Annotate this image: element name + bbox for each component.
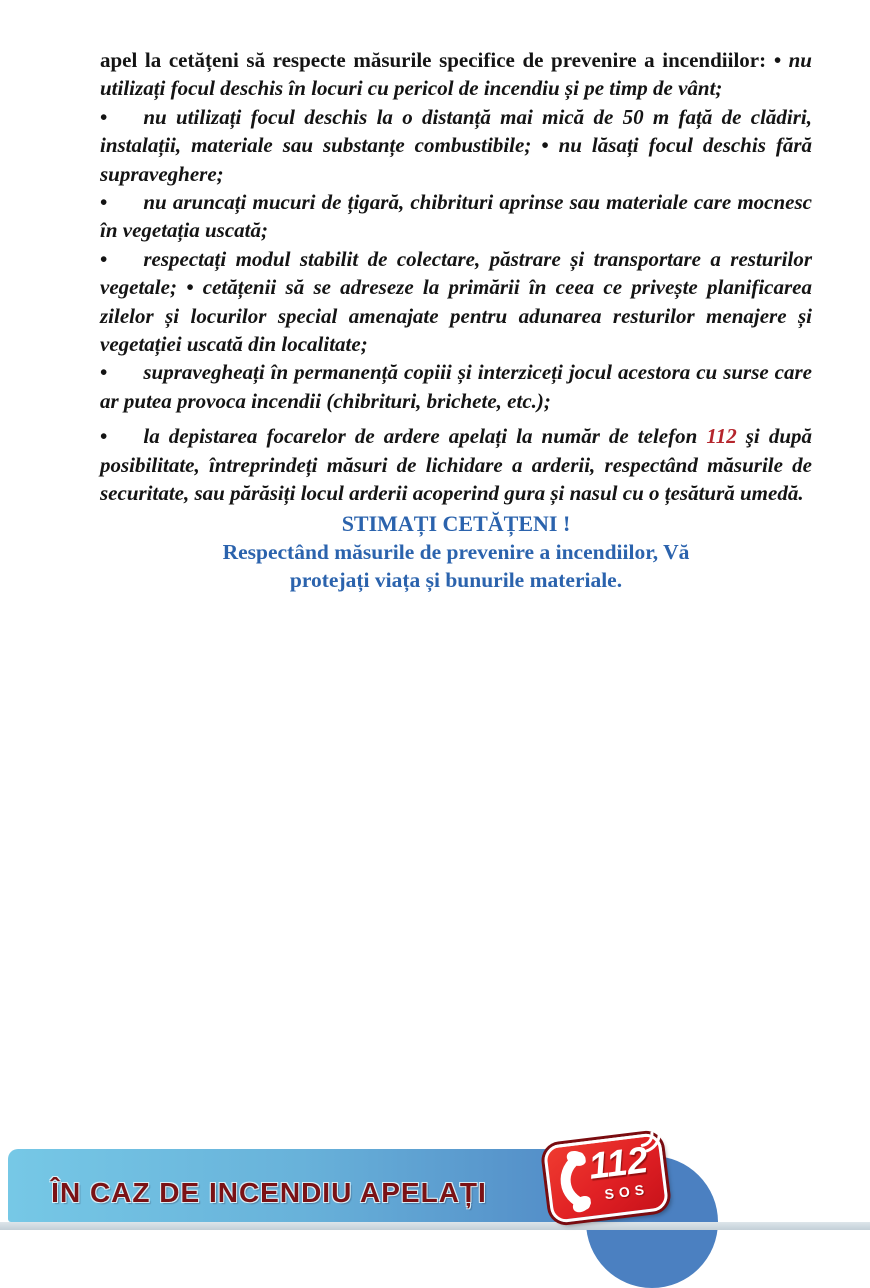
closing-heading: STIMAȚI CETĂȚENI !: [341, 510, 571, 536]
bullet-marker: •: [100, 360, 108, 385]
paragraph-distance-rule: [100, 103, 812, 188]
page-bottom-edge: [0, 1222, 870, 1230]
badge-number: 112: [586, 1138, 651, 1187]
paragraph-italic-text: • nu utilizați focul deschis în locuri cu pericol de incendiu și pe timp de vânt;: [100, 48, 812, 101]
paragraph-italic-text: şi după posibilitate, întreprindeți măsuri de lichidare a arderii, respectând măsurile de securitate, sau părăsiți locul arderii acoperind gura și nasul cu o țesătură umedă.: [100, 424, 812, 506]
paragraph-italic-text: la depistarea focarelor de ardere apelați la număr de telefon: [143, 424, 707, 449]
emergency-112-badge: [543, 1132, 670, 1224]
signal-waves-icon: [636, 1127, 665, 1156]
paragraph-italic-text: nu aruncați mucuri de țigară, chibrituri aprinse sau materiale care mocnesc în vegetația uscată;: [100, 190, 812, 243]
paragraph-italic-text: respectați modul stabilit de colectare, păstrare și transportare a resturilor vegetale; • cetățenii să se adreseze la primării în ceea ce privește planificarea zilelor și locurilor special amenajate pentru adunarea resturilor menajere și vegetației uscată din localitate;: [100, 246, 812, 357]
bullet-marker: •: [100, 424, 108, 449]
paragraph-italic-text: nu utilizați focul deschis la o distanță mai mică de 50 m față de clădiri, instalații, materiale sau substanțe combustibile; • nu lăsați focul deschis fără supraveghere;: [100, 104, 812, 186]
paragraph-report-fire-rule: [100, 422, 812, 507]
paragraph-cigarette-rule: [100, 188, 812, 245]
badge-sos-label: SOS: [603, 1180, 650, 1203]
closing-line-1: Respectând măsurile de prevenire a incendiilor, Vă: [222, 539, 690, 564]
bullet-marker: •: [100, 246, 108, 271]
emergency-number-inline: 112: [706, 424, 737, 449]
page-text-block: [100, 46, 812, 595]
closing-line-2: protejați viața și bunurile materiale.: [289, 568, 623, 593]
closing-appeal-block: [100, 510, 812, 595]
paragraph-italic-text: supravegheați în permanență copiii și interziceți jocul acestora cu surse care ar putea provoca incendii (chibrituri, brichete, etc.);: [100, 360, 812, 413]
paragraph-lead-text: apel la cetățeni să respecte măsurile specifice de prevenire a incendiilor:: [100, 48, 774, 72]
paragraph-waste-collection-rule: [100, 245, 812, 359]
paragraph-children-supervision-rule: [100, 358, 812, 415]
paragraph-open-fire-warning: [100, 46, 812, 103]
bullet-marker: •: [100, 190, 108, 215]
banner-call-text: ÎN CAZ DE INCENDIU APELAȚI: [51, 1176, 487, 1208]
bullet-marker: •: [100, 104, 108, 129]
